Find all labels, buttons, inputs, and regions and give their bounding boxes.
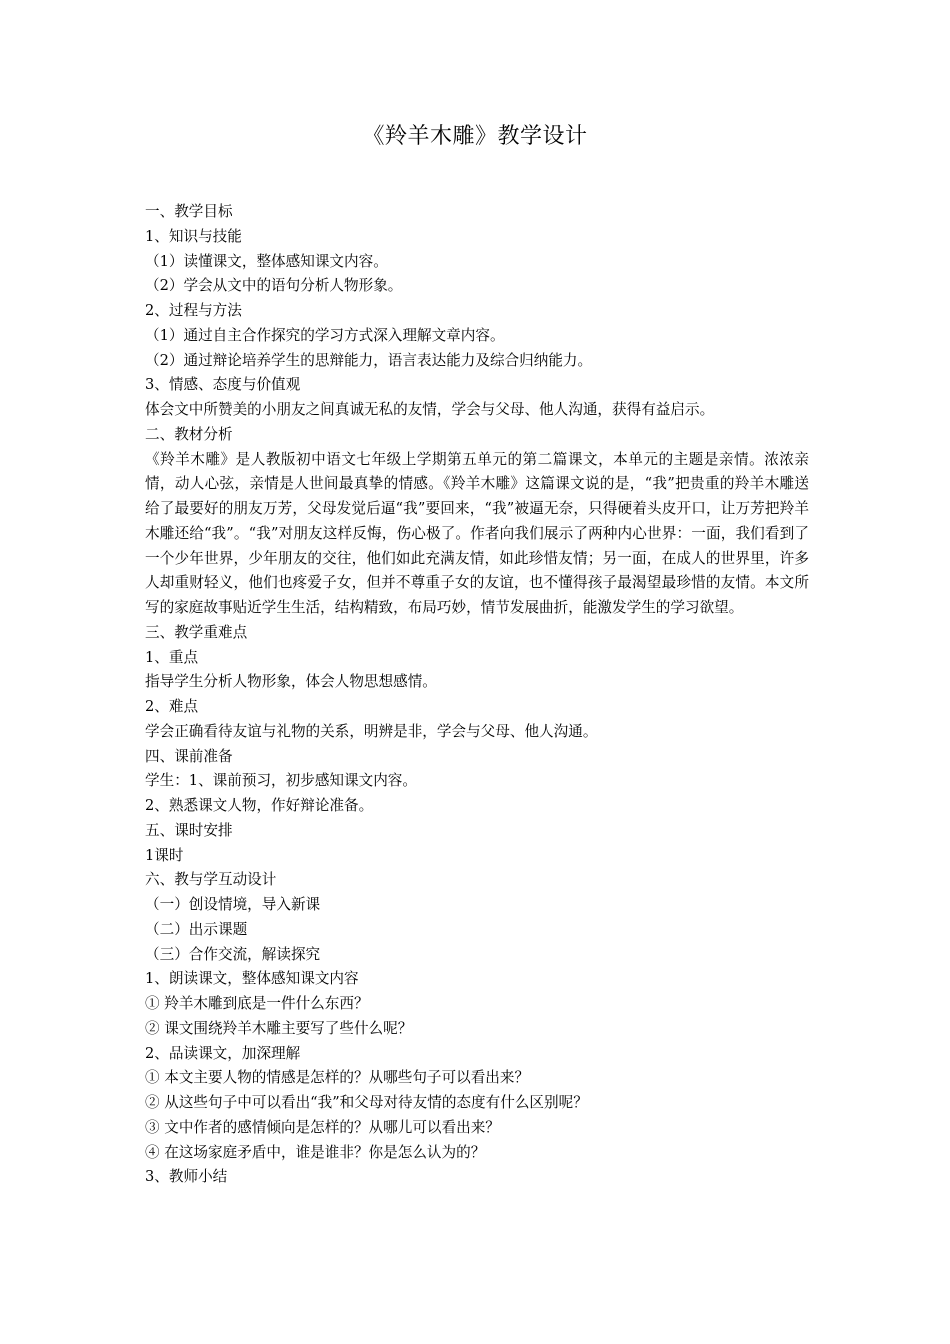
question-item: ① 羚羊木雕到底是一件什么东西？ [145,995,369,1012]
document-body [145,200,809,1190]
document-title: 《羚羊木雕》教学设计 [362,124,588,149]
analysis-paragraph: 《羚羊木雕》是人教版初中语文七年级上学期第五单元的第二篇课文，本单元的主题是亲情。浓浓亲情，动人心弦，亲情是人世间最真挚的情感。《羚羊木雕》这篇课文说的是，“我”把贵重的羚羊木雕送给了最要好的朋友万芳，父母发觉后逼“我”要回来，“我”被逼无奈，只得硬着头皮开口，让万芳把羚羊木雕还给“我”。“我”对朋友这样反悔，伤心极了。作者向我们展示了两种内心世界：一面，我们看到了一个少年世界，少年朋友的交往，他们如此充满友情，如此珍惜友情；另一面，在成人的世界里，许多人却重财轻义，他们也疼爱子女，但并不尊重子女的友谊，也不懂得孩子最渴望最珍惜的友情。本文所写的家庭故事贴近学生生活，结构精致，布局巧妙，情节发展曲折，能激发学生的学习欲望。 [145,450,809,616]
subheading-deep-reading: 2、品读课文，加深理解 [145,1044,301,1062]
question-item: ③ 文中作者的感情倾向是怎样的？从哪儿可以看出来？ [145,1118,500,1136]
body-line: 体会文中所赞美的小朋友之间真诚无私的友情，学会与父母、他人沟通，获得有益启示。 [145,401,715,418]
section-heading-material-analysis: 二、教材分析 [145,425,233,443]
list-item: （1）通过自主合作探究的学习方式深入理解文章内容。 [145,326,505,344]
question-item: ② 从这些句子中可以看出“我”和父母对待友情的态度有什么区别呢？ [145,1094,588,1111]
list-item: （一）创设情境，导入新课 [145,896,321,913]
subheading-difficulty: 2、难点 [145,698,199,715]
list-item: （二）出示课题 [145,920,248,938]
body-line: 1课时 [145,846,184,864]
body-line: 2、熟悉课文人物，作好辩论准备。 [145,797,374,814]
question-item: ① 本文主要人物的情感是怎样的？从哪些句子可以看出来？ [145,1069,530,1087]
subheading-key-point: 1、重点 [145,648,199,666]
body-line: 指导学生分析人物形象，体会人物思想感情。 [145,673,437,691]
section-heading-interaction-design: 六、教与学互动设计 [145,871,277,889]
subheading-teacher-summary: 3、教师小结 [145,1168,228,1186]
section-heading-objectives: 一、教学目标 [145,203,233,220]
list-item: （2）通过辩论培养学生的思辩能力，语言表达能力及综合归纳能力。 [145,351,593,369]
body-line: 学生：1、课前预习，初步感知课文内容。 [145,772,417,790]
body-line: 学会正确看待友谊与礼物的关系，明辨是非，学会与父母、他人沟通。 [145,722,598,740]
question-item: ② 课文围绕羚羊木雕主要写了些什么呢？ [145,1019,413,1037]
list-item: （2）学会从文中的语句分析人物形象。 [145,277,403,295]
section-heading-preparation: 四、课前准备 [145,747,233,765]
subheading-knowledge-skills: 1、知识与技能 [145,227,242,245]
section-heading-key-points: 三、教学重难点 [145,623,248,641]
question-item: ④ 在这场家庭矛盾中，谁是谁非？你是怎么认为的？ [145,1143,486,1161]
section-heading-schedule: 五、课时安排 [145,821,233,839]
subheading-reading: 1、朗读课文，整体感知课文内容 [145,970,359,988]
list-item: （1）读懂课文，整体感知课文内容。 [145,252,388,270]
list-item: （三）合作交流，解读探究 [145,945,321,963]
subheading-process-method: 2、过程与方法 [145,302,242,319]
subheading-emotion-values: 3、情感、态度与价值观 [145,376,301,394]
